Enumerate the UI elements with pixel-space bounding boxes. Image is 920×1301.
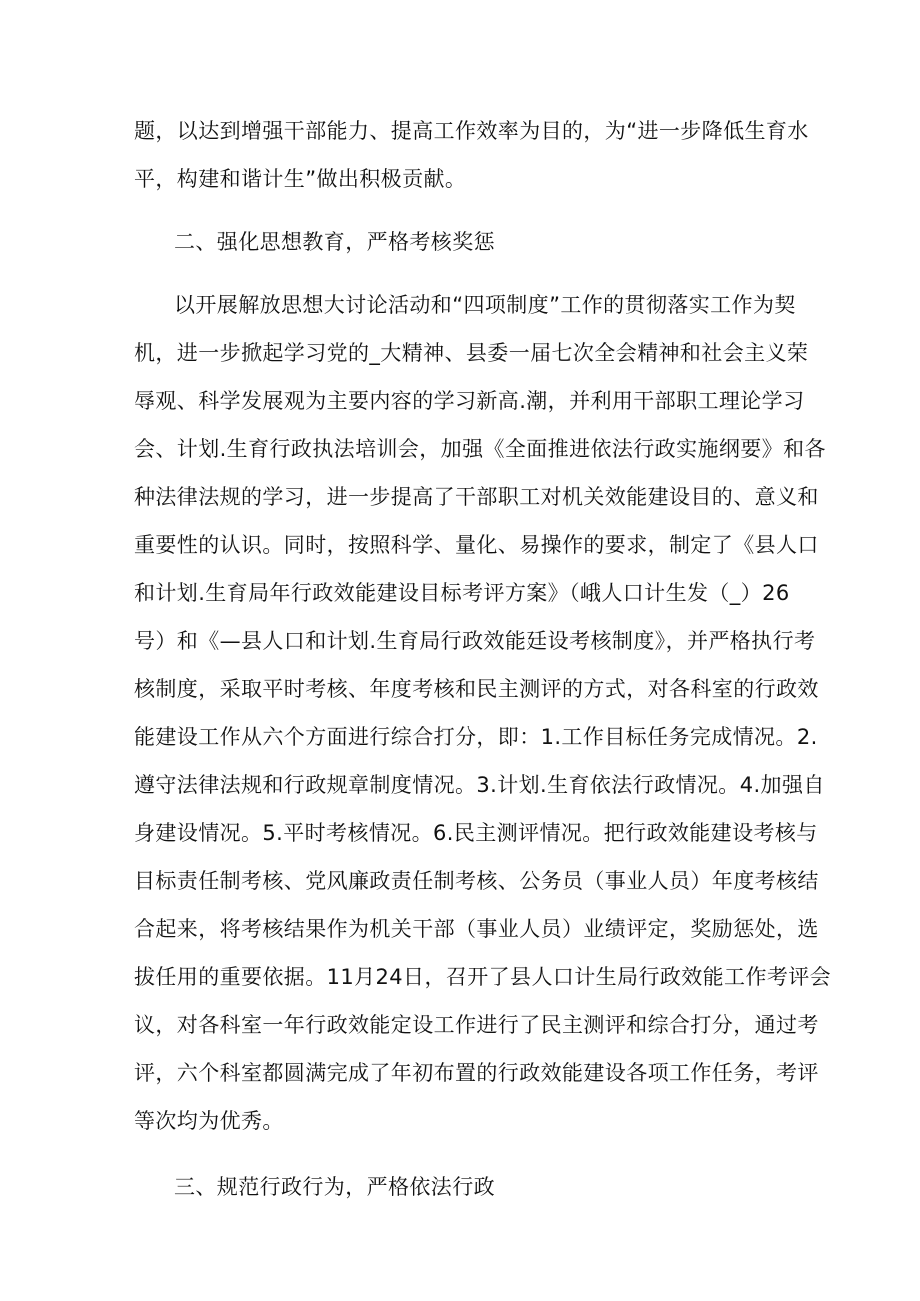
- paragraph-line: 遵守法律法规和行政规章制度情况。3.计划.生育依法行政情况。4.加强自: [134, 773, 825, 797]
- paragraph-line: 等次均为优秀。: [134, 1109, 284, 1133]
- paragraph-line: 评，六个科室都圆满完成了年初布置的行政效能建设各项工作任务，考评: [134, 1061, 819, 1085]
- paragraph-line: 题，以达到增强干部能力、提高工作效率为目的，为“进一步降低生育水: [134, 119, 809, 143]
- paragraph-line: 拔任用的重要依据。11月24日，召开了县人口计生局行政效能工作考评会: [134, 965, 832, 989]
- paragraph-line: 合起来，将考核结果作为机关干部（事业人员）业绩评定，奖励惩处，选: [134, 917, 819, 941]
- paragraph-line: 目标责任制考核、党风廉政责任制考核、公务员（事业人员）年度考核结: [134, 869, 819, 893]
- section-heading: 三、规范行政行为，严格依法行政: [174, 1175, 495, 1199]
- paragraph-line: 能建设工作从六个方面进行综合打分，即：1.工作目标任务完成情况。2.: [134, 725, 818, 749]
- paragraph-line: 机，进一步掀起学习党的_大精神、县委一届七次全会精神和社会主义荣: [134, 341, 809, 365]
- paragraph-line: 平，构建和谐计生”做出积极贡献。: [134, 167, 467, 191]
- paragraph-line: 重要性的认识。同时，按照科学、量化、易操作的要求，制定了《县人口: [134, 533, 819, 557]
- paragraph-line: 以开展解放思想大讨论活动和“四项制度”工作的贯彻落实工作为契: [174, 293, 796, 317]
- paragraph-line: 和计划.生育局年行政效能建设目标考评方案》（峨人口计生发（_）26: [134, 581, 790, 605]
- paragraph-line: 辱观、科学发展观为主要内容的学习新高.潮，并利用干部职工理论学习: [134, 389, 805, 413]
- section-heading: 二、强化思想教育，严格考核奖惩: [174, 230, 495, 254]
- paragraph-line: 种法律法规的学习，进一步提高了干部职工对机关效能建设目的、意义和: [134, 485, 819, 509]
- paragraph-line: 核制度，采取平时考核、年度考核和民主测评的方式，对各科室的行政效: [134, 677, 819, 701]
- paragraph-line: 议，对各科室一年行政效能定设工作进行了民主测评和综合打分，通过考: [134, 1013, 819, 1037]
- paragraph-line: 会、计划.生育行政执法培训会，加强《全面推进依法行政实施纲要》和各: [134, 437, 826, 461]
- paragraph-line: 号）和《—县人口和计划.生育局行政效能廷设考核制度》，并严格执行考: [134, 629, 816, 653]
- paragraph-line: 身建设情况。5.平时考核情况。6.民主测评情况。把行政效能建设考核与: [134, 821, 818, 845]
